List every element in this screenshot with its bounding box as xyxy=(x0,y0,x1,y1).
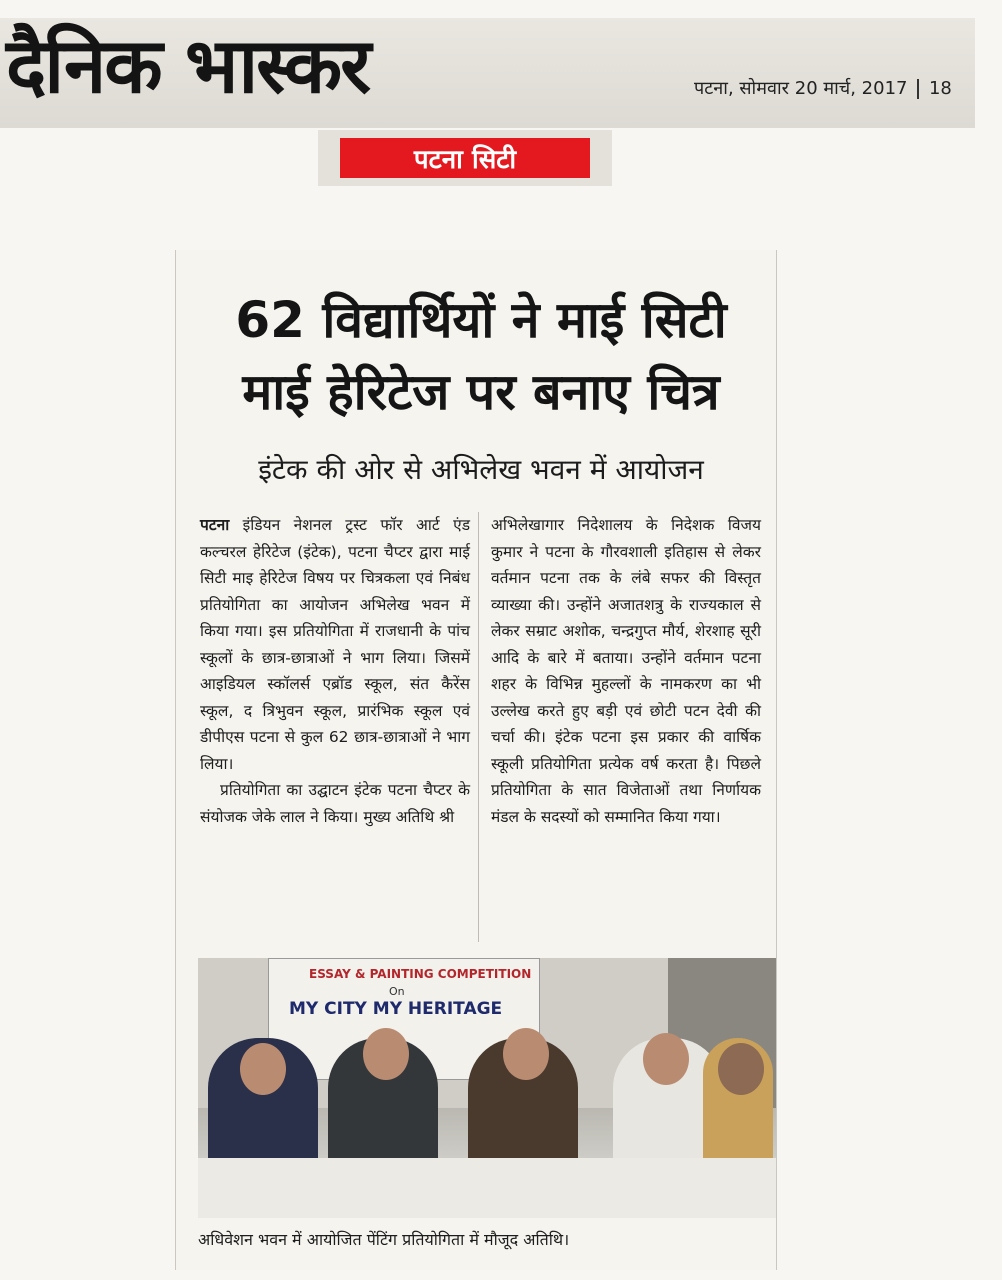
paragraph-2: प्रतियोगिता का उद्घाटन इंटेक पटना चैप्टर के संयोजक जेके लाल ने किया। मुख्य अतिथि श्री xyxy=(200,781,470,826)
article-photo xyxy=(198,958,776,1218)
guest-2-head xyxy=(363,1028,409,1080)
page-number: 18 xyxy=(928,78,952,99)
paragraph-3: अभिलेखागार निदेशालय के निदेशक विजय कुमार ने पटना के गौरवशाली इतिहास से लेकर वर्तमान पटना तक के लंबे सफर की विस्तृत व्याख्या की। उन्होंने अजातशत्रु के राज्यकाल से लेकर सम्राट अशोक, चन्द्रगुप्त मौर्य, शेरशाह सूरी आदि के बारे में बताया। उन्होंने वर्तमान पटना शहर के विभिन्न मुहल्लों के नामकरण का भी उल्लेख करते हुए बड़ी एवं छोटी पटन देवी की चर्चा की। इंटेक पटना इस प्रकार की वार्षिक स्कूली प्रतियोगिता प्रत्येक वर्ष करता है। पिछले प्रतियोगिता के सात विजेताओं तथा निर्णायक मंडल के सदस्यों को सम्मानित किया गया। xyxy=(491,516,761,826)
photo-caption: अधिवेशन भवन में आयोजित पेंटिंग प्रतियोगिता में मौजूद अतिथि। xyxy=(198,1230,570,1249)
newspaper-logo: दैनिक भास्कर xyxy=(6,21,370,110)
article-column-right xyxy=(491,512,761,830)
banner-line-1: ESSAY & PAINTING COMPETITION xyxy=(309,967,532,981)
guest-5-head xyxy=(718,1043,764,1095)
dateline xyxy=(694,76,952,100)
paragraph-1: इंडियन नेशनल ट्रस्ट फॉर आर्ट एंड कल्चरल हेरिटेज (इंटेक), पटना चैप्टर द्वारा माई सिटी माइ हेरिटेज विषय पर चित्रकला एवं निबंध प्रतियोगिता का आयोजन अभिलेख भवन में किया गया। इस प्रतियोगिता में राजधानी के पांच स्कूलों के छात्र-छात्राओं ने भाग लिया। जिसमें आइडियल स्कॉलर्स एब्रॉड स्कूल, संत कैरेंस स्कूल, द त्रिभुवन स्कूल, प्रारंभिक स्कूल एवं डीपीएस पटना से कुल 62 छात्र-छात्राओं ने भाग लिया। xyxy=(200,516,470,773)
news-article xyxy=(175,250,777,1270)
article-headline: 62 विद्यार्थियों ने माई सिटी माई हेरिटेज पर बनाए चित्र xyxy=(235,291,727,421)
banner-line-3: MY CITY MY HERITAGE xyxy=(289,999,503,1019)
photo-table xyxy=(198,1158,776,1218)
dateline-separator xyxy=(917,79,919,99)
guest-3-head xyxy=(503,1028,549,1080)
date-text: पटना, सोमवार 20 मार्च, 2017 xyxy=(694,78,908,99)
guest-4-head xyxy=(643,1033,689,1085)
column-divider xyxy=(478,512,479,942)
dateline-place: पटना xyxy=(200,516,230,534)
masthead xyxy=(0,18,975,128)
article-column-left xyxy=(200,512,470,830)
section-label: पटना सिटी xyxy=(340,138,590,178)
article-subhead: इंटेक की ओर से अभिलेख भवन में आयोजन xyxy=(258,453,704,486)
banner-line-2: On xyxy=(389,985,405,998)
section-tag xyxy=(318,130,612,186)
guest-1-head xyxy=(240,1043,286,1095)
